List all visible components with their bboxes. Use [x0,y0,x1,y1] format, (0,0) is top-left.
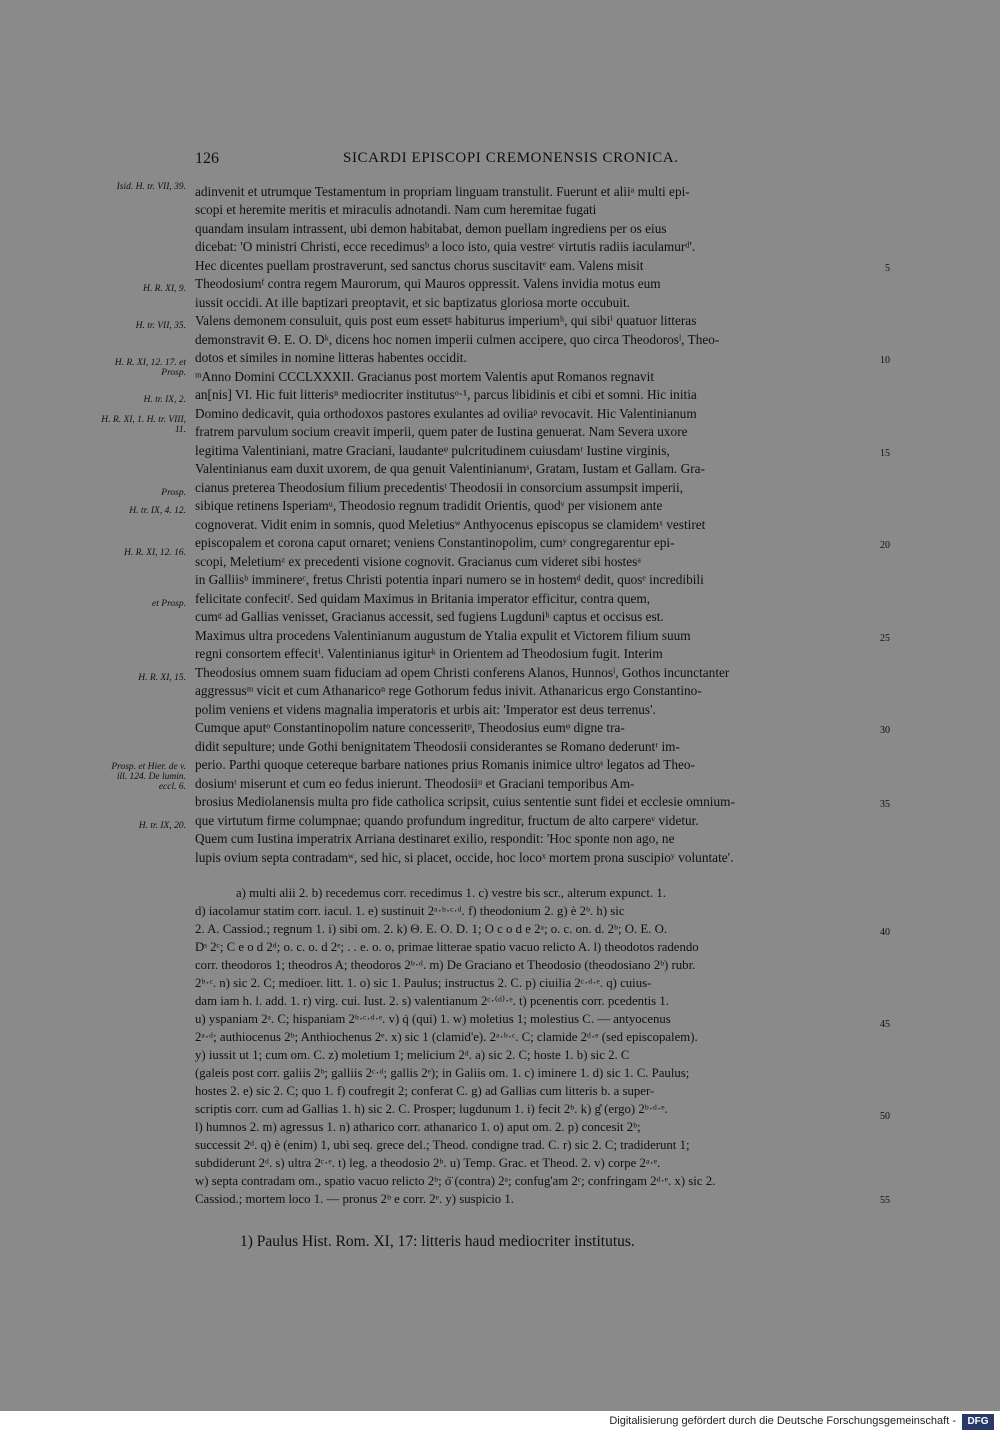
line-number: 50 [880,1111,890,1122]
apparatus-line: 2ᵃ·ᵈ; authiocenus 2ᵇ; Anthiochenus 2ᵉ. x) sic 1 (clamid'e). 2ᵃ·ᵇ·ᶜ. C; clamide 2ᵈ·ᵉ (sed episcopalem). [195,1030,698,1044]
text-line: dicebat: 'O ministri Christi, ecce recedimusᵇ a loco isto, quia vestreᶜ virtutis radiis iaculamurᵈ'. [195,239,696,254]
line-number: 25 [880,633,890,644]
marginal-reference: H. tr. IX, 2. [143,395,186,405]
text-line: episcopalem et corona caput ornaret; veniens Constantinopolim, cumʸ congregarentur epi- [195,535,675,550]
marginal-reference: Prosp. [161,488,186,498]
marginal-reference: Prosp. et Hier. de v. ill. 124. De lumin. eccl. 6. [111,762,186,792]
dfg-logo: DFG [962,1414,994,1430]
marginal-reference: H. R. XI, 15. [138,673,186,683]
page-number: 126 [195,150,219,167]
text-line: Domino dedicavit, quia orthodoxos pastores exulantes ad oviliaᵖ revocavit. Hic Valentinianum [195,406,697,421]
line-number: 5 [885,263,890,274]
line-number: 55 [880,1195,890,1206]
apparatus-line: corr. theodoros 1; theodros A; theodoros 2ᵇ·ᵈ. m) De Graciano et Theodosio (theodosiano 2ᵇ) rubr. [195,958,696,972]
text-line: dotos et similes in nomine litteras habentes occidit. [195,350,467,365]
text-line: Quem cum Iustina imperatrix Arriana destinaret exilio, respondit: 'Hoc sponte non ago, ne [195,831,675,846]
apparatus-line: a) multi alii 2. b) recedemus corr. recedimus 1. c) vestre bis scr., alterum expunct. 1. [236,886,666,900]
marginal-reference: Isid. H. tr. VII, 39. [116,182,186,192]
line-number: 45 [880,1019,890,1030]
text-line: legitima Valentiniani, matre Graciani, laudanteᵠ pulcritudinem cuiusdamʳ Iustine virginis, [195,443,670,458]
line-number: 15 [880,448,890,459]
text-line: quandam insulam intrassent, ubi demon habitabat, demon puellam ingrediens per os eius [195,221,667,236]
marginal-reference: H. R. XI, 12. 16. [123,548,186,558]
text-line: sibique retinens Isperiamᵘ, Theodosio regnum tradidit Orientis, quodᵛ per visionem ante [195,498,663,513]
funding-footer [0,1411,1000,1434]
marginal-reference: H. R. XI, 1. H. tr. VIII, 11. [101,415,186,435]
text-line: Theodosius omnem suam fiduciam ad opem Christi conferens Alanos, Hunnosˡ, Gothos incunctanter [195,665,730,680]
text-line: Hec dicentes puellam prostraverunt, sed sanctus chorus suscitavitᵉ eam. Valens misit [195,258,644,273]
apparatus-line: u) yspaniam 2ᵃ. C; hispaniam 2ᵇ·ᶜ·ᵈ·ᵉ. v) q̇ (qui) 1. w) moletius 1; molestius C. — antyocenus [195,1012,671,1026]
footnote: 1) Paulus Hist. Rom. XI, 17: litteris haud mediocriter institutus. [240,1233,635,1250]
text-line: didit sepulture; unde Gothi benignitatem Theodosii considerantes se Romano dederuntʳ im- [195,739,680,754]
apparatus-line: w) septa contradam om., spatio vacuo relicto 2ᵇ; ȯ̈ (contra) 2ᵃ; confug'am 2ᶜ; confringam 2ᵈ·ᵉ. x) sic 2. [195,1174,716,1188]
apparatus-line: 2. A. Cassiod.; regnum 1. i) sibi om. 2. k) Θ. E. O. D. 1; O c o d e 2ᵃ; o. c. on. d. 2ᵇ; O. E. O. [195,922,668,936]
marginal-reference: H. tr. IX, 20. [138,821,186,831]
marginal-reference: H. R. XI, 12. 17. et Prosp. [114,358,186,378]
apparatus-line: subdiderunt 2ᵈ. s) ultra 2ᶜ·ᵉ. t) leg. a theodosio 2ᵇ. u) Temp. Grac. et Theod. 2. v) corpe 2ᵃ·ᵉ. [195,1156,661,1170]
line-number: 35 [880,799,890,810]
text-line: Maximus ultra procedens Valentinianum augustum de Ytalia expulit et Victorem filium suum [195,628,691,643]
text-line: ᵐAnno Domini CCCLXXXII. Gracianus post mortem Valentis aput Romanos regnavit [195,369,655,384]
text-line: cianus preterea Theodosium filium precedentisᵗ Theodosii in consorcium assumpsit imperii, [195,480,684,495]
text-line: felicitate confecitᶠ. Sed quidam Maximus in Britania imperator efficitur, contra quem, [195,591,651,606]
apparatus-line: Dˢ 2ᶜ; C e o d 2ᵈ; o. c. o. d 2ᵉ; . . e. o. o, primae litterae spatio vacuo relicto A. l) theodotos radendo [195,940,699,954]
line-number: 30 [880,725,890,736]
marginal-reference: et Prosp. [152,599,186,609]
text-line: scopi, Meletiumᶻ ex precedenti visione cognovit. Gracianus cum videret sibi hostesᵃ [195,554,641,569]
text-line: iussit occidi. At ille baptizari preoptavit, et sic baptizatus gloriosa morte occubuit. [195,295,630,310]
text-line: fratrem parvulum socium creavit imperii, quem pater de Iustina genuerat. Nam Severa uxore [195,424,688,439]
text-line: Cumque aputᵒ Constantinopolim nature concesseritᵖ, Theodosius eumᵠ digne tra- [195,720,625,735]
text-line: Valentinianus eam duxit uxorem, de qua genuit Valentinianumˢ, Gratam, Iustam et Gallam. Gra- [195,461,705,476]
apparatus-line: Cassiod.; mortem loco 1. — pronus 2ᵇ e corr. 2ᵉ. y) suspicio 1. [195,1192,514,1206]
text-line: in Galliisᵇ imminereᶜ, fretus Christi potentia inpari numero se in hostemᵈ dedit, quosᵉ incredibili [195,572,704,587]
text-line: Valens demonem consuluit, quis post eum essetᵍ habiturus imperiumʰ, qui sibiⁱ quatuor litteras [195,313,697,328]
apparatus-line: (galeis post corr. galiis 2ᵇ; galliis 2ᶜ·ᵈ; gallis 2ᵉ); in Galiis om. 1. c) iminere 1. d) sic 1. C. Paulus; [195,1066,690,1080]
apparatus-line: 2ᵇ·ᶜ. n) sic 2. C; medioer. litt. 1. o) sic 1. Paulus; instructus 2. C. p) ciuilia 2ᶜ·ᵈ·ᵉ. q) cuius- [195,976,652,990]
apparatus-line: l) humnos 2. m) agressus 1. n) atharico corr. athanarico 1. o) aput om. 2. p) concesit 2ᵇ; [195,1120,641,1134]
text-line: regni consortem effecitⁱ. Valentinianus igiturᵏ in Orientem ad Theodosium fugit. Interim [195,646,663,661]
text-line: scopi et heremite meritis et miraculis adnotandi. Nam cum heremitae fugati [195,202,597,217]
marginal-reference: H. tr. IX, 4. 12. [129,506,186,516]
text-line: demonstravit Θ. E. O. Dᵏ, dicens hoc nomen imperii culmen accipere, quo circa Theodorosˡ, Theo- [195,332,720,347]
funding-notice: Digitalisierung gefördert durch die Deutsche Forschungsgemeinschaft - [609,1415,956,1427]
apparatus-line: successit 2ᵈ. q) è (enim) 1, ubi seq. grece del.; Theod. condigne trad. C. r) sic 2. C; tradiderunt 1; [195,1138,690,1152]
text-line: que virtutum firme columpnae; quando profundum ingreditur, fructum de alto carpereᵛ videtur. [195,813,699,828]
line-number: 40 [880,927,890,938]
text-line: perio. Parthi quoque cetereque barbare nationes prius Romanis inimice ultroˢ legatos ad Theo- [195,757,695,772]
text-line: Theodosiumᶠ contra regem Maurorum, qui Mauros oppressit. Valens invidia motus eum [195,276,661,291]
text-line: polim veniens et videns magnalia imperatoris et urbis ait: 'Imperator est deus terrenus'. [195,702,656,717]
marginal-reference: H. tr. VII, 35. [135,321,186,331]
text-line: cognoverat. Vidit enim in somnis, quod Meletiusʷ Anthyocenus episcopus se clamidemˣ vestiret [195,517,706,532]
text-line: aggressusᵐ vicit et cum Athanaricoⁿ rege Gothorum fedus inivit. Athanaricus ergo Constantino- [195,683,702,698]
line-number: 20 [880,540,890,551]
running-title: SICARDI EPISCOPI CREMONENSIS CRONICA. [343,150,679,166]
text-line: cumᵍ ad Gallias venisset, Gracianus accessit, sed fugiens Lugduniʰ captus et occisus est. [195,609,664,624]
text-line: lupis ovium septa contradamʷ, sed hic, si placet, occide, hoc locoˣ mortem prona suscipioʸ voluntate'. [195,850,734,865]
text-line: an[nis] VI. Hic fuit litterisⁿ mediocriter institutusᵒ·¹, parcus libidinis et cibi et somni. Hic initia [195,387,697,402]
apparatus-line: y) iussit ut 1; cum om. C. z) moletium 1; melicium 2ᵈ. a) sic 2. C; hoste 1. b) sic 2. C [195,1048,630,1062]
marginal-reference: H. R. XI, 9. [142,284,186,294]
apparatus-line: d) iacolamur statim corr. iacul. 1. e) sustinuit 2ᵃ·ᵇ·ᶜ·ᵈ. f) theodonium 2. g) è 2ᵇ. h) sic [195,904,625,918]
text-line: dosiumᵗ miserunt et cum eo fedus inierunt. Theodosiiᵘ et Graciani temporibus Am- [195,776,635,791]
text-line: adinvenit et utrumque Testamentum in propriam linguam transtulit. Fuerunt et aliiᵃ multi epi- [195,184,690,199]
apparatus-line: dam iam h. l. add. 1. r) virg. cui. Iust. 2. s) valentianum 2ᶜ·⁽ᵈ⁾·ᵉ. t) pcenentis corr. pcedentis 1. [195,994,669,1008]
text-line: brosius Mediolanensis multa pro fide catholica scripsit, cuius sententie sunt fidei et ecclesie omnium- [195,794,735,809]
apparatus-line: hostes 2. e) sic 2. C; quo 1. f) coufregit 2; conferat C. g) ad Gallias cum litteris b. a super- [195,1084,655,1098]
line-number: 10 [880,355,890,366]
apparatus-line: scriptis corr. cum ad Gallias 1. h) sic 2. C. Prosper; lugdunum 1. i) fecit 2ᵇ. k) g̊ (ergo) 2ᵇ·ᵈ·ᵉ. [195,1102,668,1116]
